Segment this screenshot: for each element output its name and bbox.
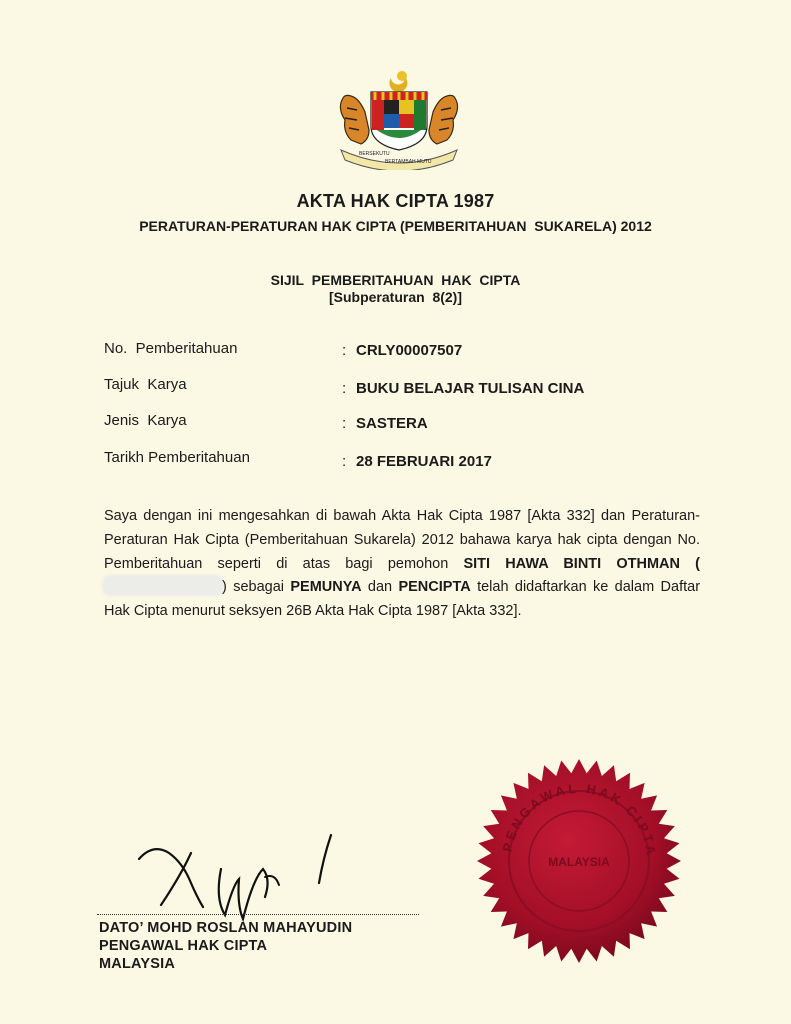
field-value-notification-date: 28 FEBRUARI 2017	[356, 453, 492, 470]
applicant-name: SITI HAWA BINTI OTHMAN (	[463, 555, 700, 572]
subregulation: [Subperaturan 8(2)]	[328, 289, 462, 305]
paragraph-line-6: 1987 [Akta 332].	[415, 603, 522, 620]
crest-motto-left: BERSEKUTU	[359, 151, 390, 157]
paragraph-line-3: hak cipta dengan No. Pemberitahuan seperti di atas bagi pemohon	[104, 531, 701, 572]
field-label-work-title: Tajuk Karya	[104, 376, 187, 393]
field-label-work-type: Jenis Karya	[104, 412, 187, 429]
owner-role: PEMUNYA	[290, 579, 362, 596]
handwritten-signature-icon	[135, 825, 375, 925]
field-label-notification-no: No. Pemberitahuan	[104, 340, 238, 357]
paragraph-line-2: Peraturan-Peraturan Hak Cipta (Pemberitahuan Sukarela) 2012 bahawa karya	[104, 508, 700, 548]
field-colon: :	[342, 380, 347, 397]
as-text: ) sebagai	[222, 579, 291, 596]
field-label-notification-date: Tarikh Pemberitahuan	[104, 449, 250, 466]
regulation-title: PERATURAN-PERATURAN HAK CIPTA (PEMBERITAHUAN SUKARELA) 2012	[139, 218, 652, 234]
paragraph-line-5: telah didaftarkan ke dalam Daftar Hak Cipta menurut seksyen 26B Akta Hak Cipta	[104, 579, 701, 620]
signatory-name: DATO’ MOHD ROSLAN MAHAYUDIN	[99, 920, 353, 936]
paragraph-line-1: Saya dengan ini mengesahkan di bawah Akta Hak Cipta 1987 [Akta 332] dan	[104, 508, 626, 524]
signatory-country: MALAYSIA	[99, 956, 175, 972]
red-wax-seal-icon	[476, 758, 682, 964]
author-role: PENCIPTA	[398, 579, 471, 596]
redacted-id	[104, 577, 222, 594]
field-value-work-type: SASTERA	[356, 415, 428, 432]
crest-motto-right: BERTAMBAH MUTU	[385, 159, 432, 165]
coat-of-arms-icon	[335, 68, 463, 170]
field-colon: :	[342, 453, 347, 470]
certificate-title: SIJIL PEMBERITAHUAN HAK CIPTA	[270, 272, 521, 288]
field-colon: :	[342, 415, 347, 432]
certification-paragraph	[104, 505, 700, 624]
signatory-position: PENGAWAL HAK CIPTA	[99, 938, 268, 954]
seal-center-text: MALAYSIA	[548, 855, 610, 869]
field-value-work-title: BUKU BELAJAR TULISAN CINA	[356, 380, 585, 397]
act-title: AKTA HAK CIPTA 1987	[296, 191, 495, 211]
and-text: dan	[361, 579, 399, 596]
field-colon: :	[342, 342, 347, 359]
signature-line	[97, 914, 419, 915]
field-value-notification-no: CRLY00007507	[356, 342, 463, 359]
seal-ring-text: PENGAWAL HAK CIPTA	[499, 780, 660, 859]
